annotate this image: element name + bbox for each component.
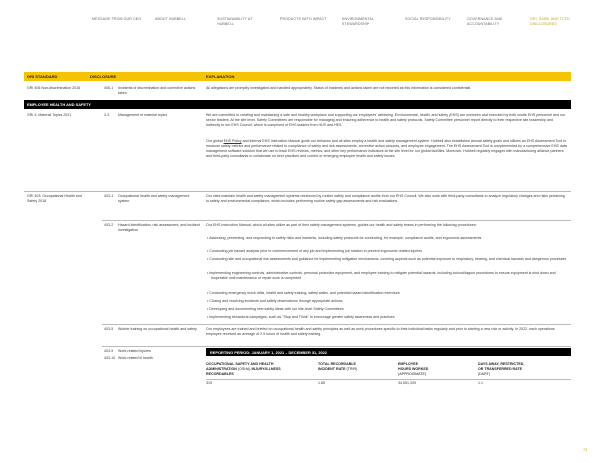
bullet-4: • Implementing engineering controls, administrative controls, personal protective equipment, and employee training to mitigate potential hazards, including lockout/tagout procedures to ensure equipment is shut down and inoperable until maintenance or repair work is completed	[207, 271, 556, 280]
header-disclosure: DISCLOSURE	[90, 74, 117, 79]
header-explanation: EXPLANATION	[206, 74, 235, 79]
bullet-3: • Conducting site and occupational risk assessments and guidance for implementing mitigation mechanisms, covering aspects such as potential exposure to respiratory, hearing, and chemical hazards and dangerous processes	[207, 257, 567, 261]
row33-number: 3-3	[104, 113, 110, 117]
nav-sustainability[interactable]: SUSTAINABILITY AT HUBBELL	[217, 17, 253, 26]
bullet-1: • Assessing, preventing, and responding to safety risks and incidents, including safety protocols for conducting, for example, compliance audits, and ergonomic assessments	[207, 236, 482, 240]
r2-disclosure: Hazard identification, risk assessment, and incident investigation	[118, 223, 200, 232]
nav-governance[interactable]: GOVERNANCE AND ACCOUNTABILITY	[467, 17, 503, 26]
section-title: EMPLOYEE HEALTH AND SAFETY	[24, 100, 571, 109]
divider	[102, 324, 571, 325]
r2-number: 403-2	[104, 223, 114, 227]
row33-para2	[206, 139, 568, 159]
r2-intro: Our EHS Instruction Manual, which all sites utilize as part of their safety management systems, guides our health and safety teams in performing the following procedures:	[206, 223, 477, 227]
page-number: 73	[583, 448, 588, 452]
bullet-6: • Closing and resolving incidents and safety observations through appropriate actions	[207, 299, 343, 303]
metric-header-osha: OCCUPATIONAL SAFETY AND HEALTH ADMINISTRATION (OSHA) INJURY/ILLNESS RECORDABLES	[206, 362, 281, 377]
table-header	[24, 72, 571, 81]
divider	[102, 346, 571, 347]
row33-para2-pre: Our global	[206, 139, 224, 143]
row406-explanation: All allegations are promptly investigated and handled appropriately. Status of incidents and actions taken are not reported as this information is considered confidential.	[206, 86, 472, 90]
r5-number: 403-5	[104, 327, 114, 331]
bullet-8: • Implementing behavioral campaigns, such as "Stop and Think" to encourage greater safety awareness and practices	[207, 315, 395, 319]
top-navigation	[92, 17, 592, 37]
ehs-policy-link[interactable]: EHS Policy	[223, 139, 242, 143]
nav-about[interactable]: ABOUT HUBBELL	[155, 17, 186, 21]
metric-value-dart: 1.1	[478, 381, 483, 385]
metric-header-trir: TOTAL RECORDABLE INCIDENT RATE (TRIR)	[318, 362, 358, 372]
metric-header-dart: DAYS AWAY, RESTRICTED, OR TRANSFERRED RATE (DART)	[478, 362, 525, 377]
r5-disclosure: Worker training on occupational health and safety	[118, 327, 197, 331]
nav-products[interactable]: PRODUCTS WITH IMPACT	[280, 17, 327, 21]
nav-ceo-message[interactable]: MESSAGE FROM OUR CEO	[92, 17, 142, 21]
row406-standard: GRI 406 Non-discrimination 2016	[27, 86, 81, 90]
divider	[24, 191, 571, 192]
metric-value-hours: 34,551,339	[398, 381, 416, 385]
bullet-2: • Conducting job hazard analysis prior to commencement of any job and implementing job rotation to prevent ergonomic-related injuries	[207, 249, 423, 253]
row406-number: 406-1	[104, 86, 114, 90]
nav-social[interactable]: SOCIAL RESPONSIBILITY	[405, 17, 451, 21]
row33-para1: We are committed to creating and maintaining a safe and healthy workplace and supporting our employees' wellbeing. Environmental, health, and safety (EHS) are overseen and executed by both onsite EHS personnel and our senior leaders. At the site level, Safety Committees are responsible for managing and ensuring adherence to health and safety protocols. Safety Committee personnel report directly to their respective site leadership and indirectly to our EHS Council, which is comprised of EHS leaders from HUS and HES.	[206, 113, 566, 127]
divider	[206, 379, 571, 380]
r9-disclosure: Work-related injuries	[118, 349, 151, 353]
row406-disclosure: Incidents of discrimination and corrective actions taken	[118, 86, 196, 95]
nav-environmental[interactable]: ENVIRONMENTAL STEWARDSHIP	[342, 17, 374, 26]
gri-disclosure-table	[24, 72, 571, 385]
header-standard: GRI STANDARD	[27, 74, 58, 79]
r1-explanation: Our sites maintain health and safety management systems reinforced by routine safety and compliance audits from our EHS Council. We also work with third-party consultants to analyze regulatory changes and risks pertaining to safety and environmental compliance, which includes performing routine safety gap assessments and risk evaluations.	[206, 194, 565, 203]
r1-number: 403-1	[104, 194, 114, 198]
r10-number: 403-10	[104, 356, 116, 360]
metric-value-trir: 1.85	[318, 381, 325, 385]
nav-disclosures[interactable]: GRI, SASB, AND TCFD DISCLOSURES	[530, 17, 570, 26]
row33-disclosure: Management of material topics	[118, 113, 168, 117]
r5-explanation: Our employees are trained and briefed on occupational health and safety principles as well as work procedures specific to their individual tasks regularly and prior to starting a new role or activity. In 2022, each operations employee received an average of 2.5 hours of health and safety training.	[206, 327, 555, 336]
r10-disclosure: Work-related ill health	[118, 356, 153, 360]
bullet-7: • Developing and documenting new safety ideas with our site-level Safety Committees	[207, 307, 344, 311]
bullet-5: • Conducting emergency mock drills, health and safety training, safety walks, and potential hazard identification exercises	[207, 291, 400, 295]
r1-disclosure: Occupational health and safety management system	[118, 194, 190, 203]
gri403-standard: GRI 403: Occupational Health and Safety 2018	[27, 194, 82, 203]
divider	[102, 220, 571, 221]
row33-para2-post: and internal EHS Instruction Manual guide our behavior and all sites employ a health and safety management system. Hubbell also establishes annual safety goals and utilizes an EHS Assessment Tool to measure safety metrics and performance related to compliance of safety and risk assessments, corrective action closures, and employee engagement. The EHS Assessment Tool is complemented by a comprehensive EHS data management software solution that we use to track EHS reviews, metrics, and other key performance indicators at the site level for our global facilities. Moreover, Hubbell regularly engages with manufacturing alliance partners and third-party consultants to collaborate on best practices and current or emerging employee health and safety issues.	[206, 139, 567, 158]
metric-header-hours: EMPLOYEE HOURS WORKED (APPROXIMATE)	[398, 362, 429, 377]
row33-standard: GRI 3: Material Topics 2021	[27, 113, 72, 117]
r9-number: 403-9	[104, 349, 114, 353]
metric-value-osha: 319	[206, 381, 212, 385]
reporting-period-bar: REPORTING PERIOD: JANUARY 1, 2021 – DECEMBER 31, 2022	[206, 348, 571, 356]
